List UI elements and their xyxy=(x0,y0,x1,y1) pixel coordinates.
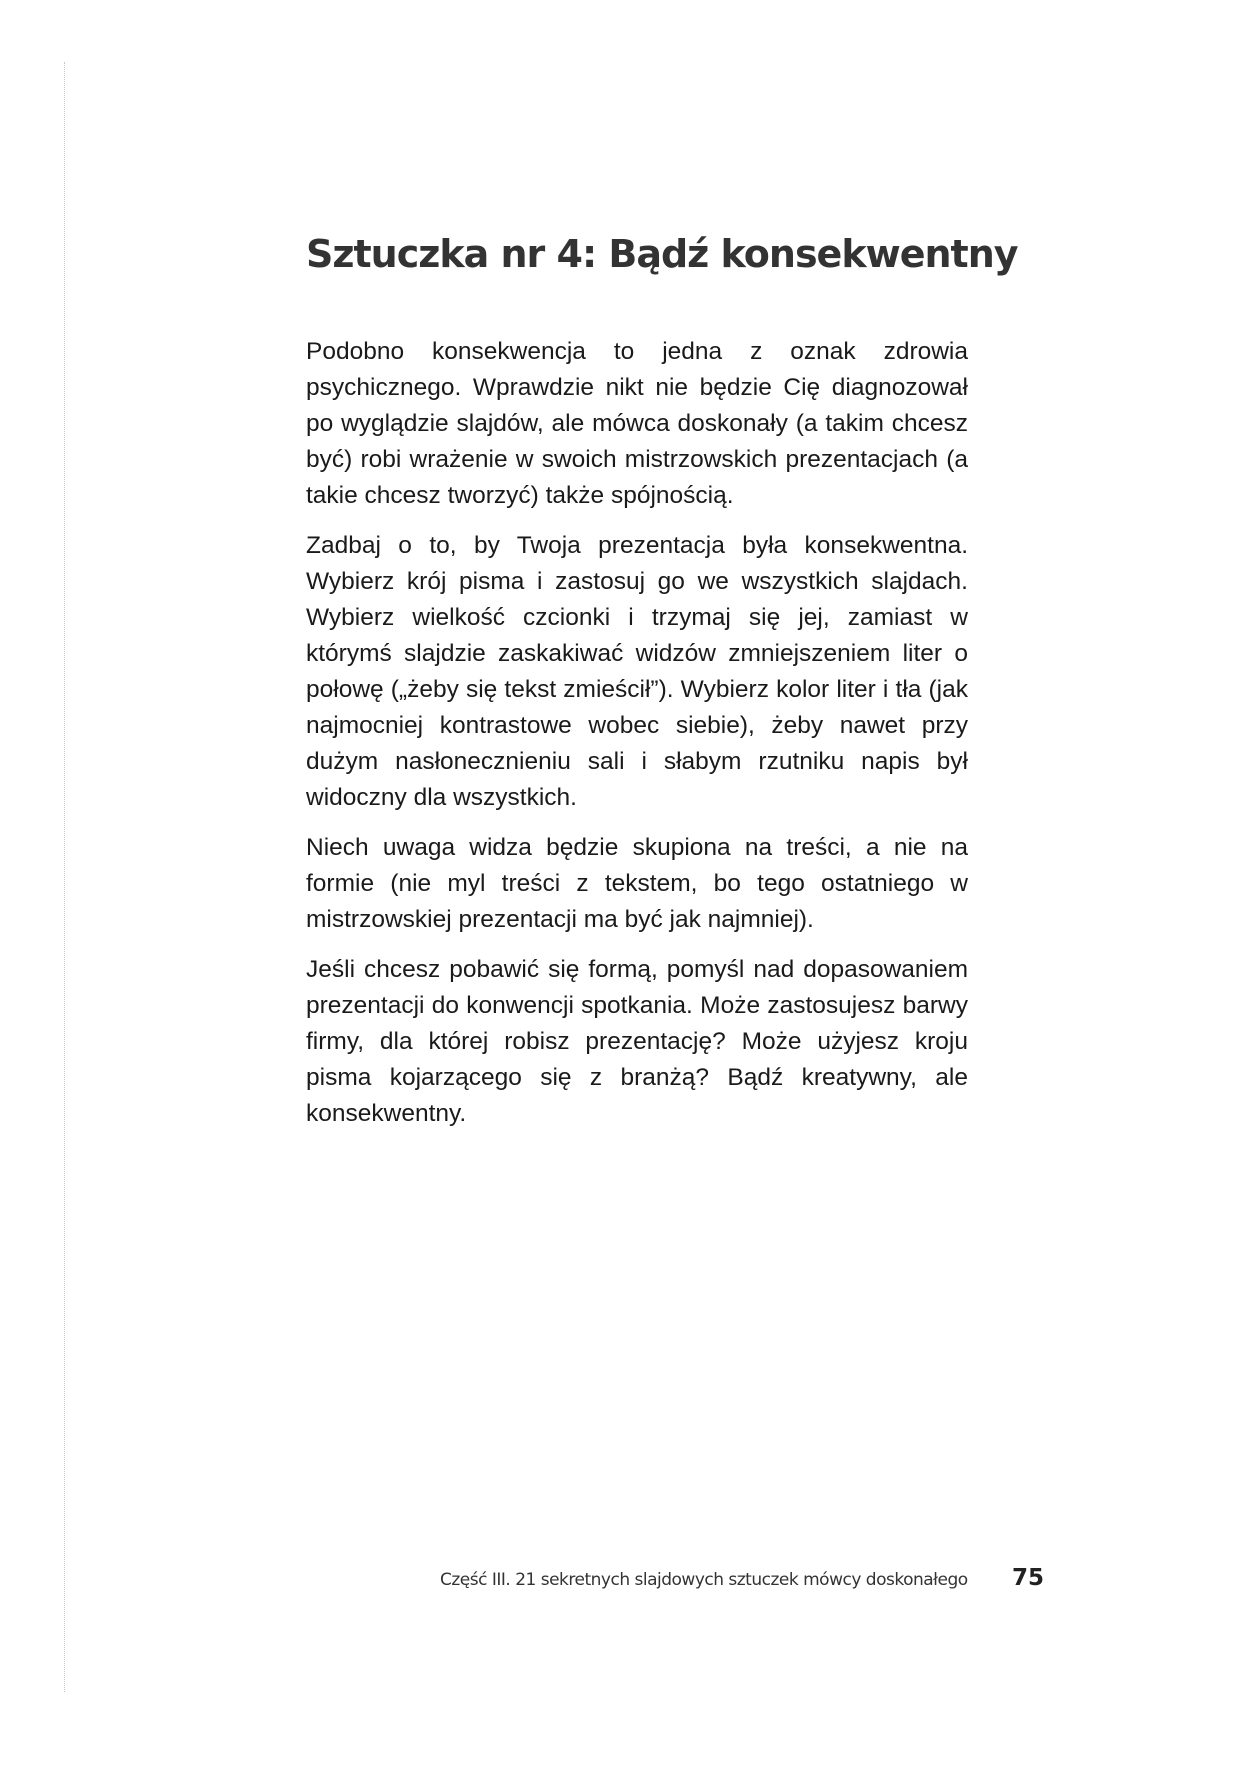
paragraph: Podobno konsekwencja to jedna z oznak zdrowia psychicznego. Wprawdzie nikt nie będzie Cię diagnozował po wyglądzie slajdów, ale mówca doskonały (a takim chcesz być) robi wrażenie w swoich mistrzowskich prezentacjach (a takie chcesz tworzyć) także spójnością. xyxy=(306,338,968,509)
page-margin-line xyxy=(64,62,65,1692)
running-footer: Część III. 21 sekretnych slajdowych sztuczek mówcy doskonałego xyxy=(440,1570,968,1590)
paragraph: Zadbaj o to, by Twoja prezentacja była konsekwentna. Wybierz krój pisma i zastosuj go we wszystkich slajdach. Wybierz wielkość czcionki i trzymaj się jej, zamiast w którymś slajdzie zaskakiwać widzów zmniejszeniem liter o połowę („żeby się tekst zmieścił”). Wybierz kolor liter i tła (jak najmocniej kontrastowe wobec siebie), żeby nawet przy dużym nasłonecznieniu sali i słabym rzutniku napis był widoczny dla wszystkich. xyxy=(306,532,968,811)
paragraph: Jeśli chcesz pobawić się formą, pomyśl nad dopasowaniem prezentacji do konwencji spotkania. Może zastosujesz barwy firmy, dla której robisz prezentację? Może użyjesz kroju pisma kojarzącego się z branżą? Bądź kreatywny, ale konsekwentny. xyxy=(306,956,968,1127)
body-text xyxy=(306,334,968,1146)
page-number: 75 xyxy=(1012,1565,1045,1591)
section-title: Sztuczka nr 4: Bądź konsekwentny xyxy=(306,232,1018,276)
paragraph: Niech uwaga widza będzie skupiona na treści, a nie na formie (nie myl treści z tekstem, bo tego ostatniego w mistrzowskiej prezentacji ma być jak najmniej). xyxy=(306,834,968,933)
